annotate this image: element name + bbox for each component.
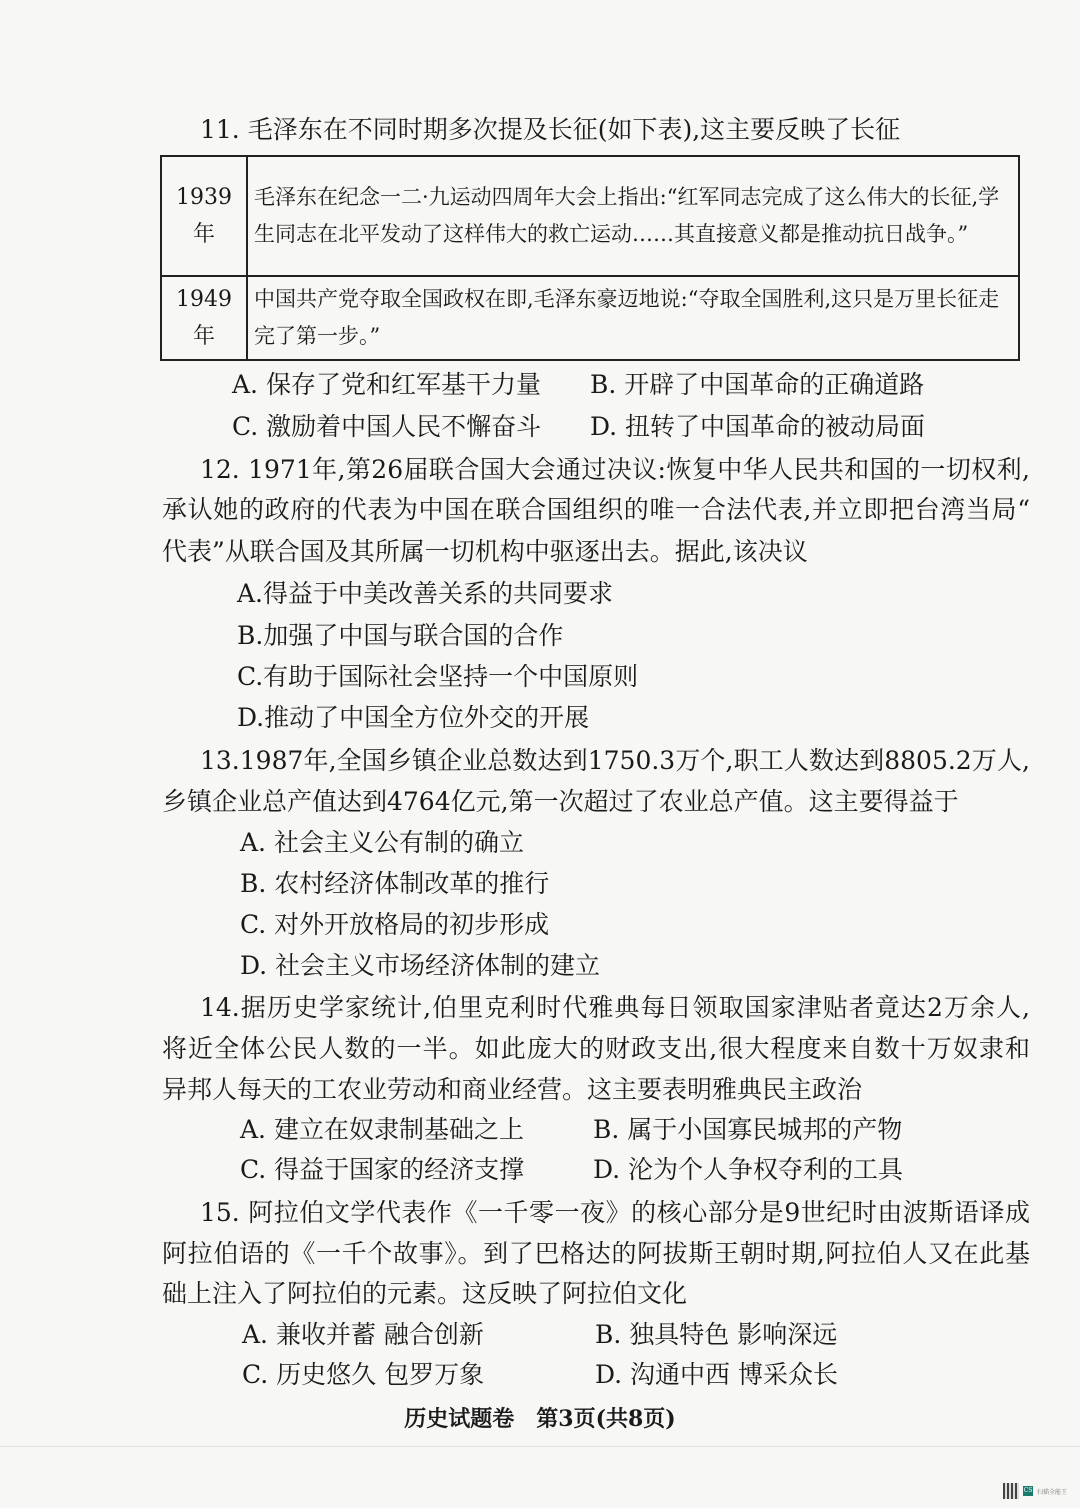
question-15-stem: 15. 阿拉伯文学代表作《一千零一夜》的核心部分是9世纪时由波斯语译成 bbox=[200, 1198, 1030, 1227]
option-c: C. 对外开放格局的初步形成 bbox=[240, 910, 550, 939]
question-13-stem-line: 乡镇企业总产值达到4764亿元,第一次超过了农业总产值。这主要得益于 bbox=[162, 787, 959, 816]
table-row bbox=[161, 276, 1019, 360]
option-b: B.加强了中国与联合国的合作 bbox=[237, 621, 564, 650]
option-a: A. 社会主义公有制的确立 bbox=[240, 828, 524, 857]
option-d: D. 沟通中西 博采众长 bbox=[595, 1360, 838, 1389]
quote-table bbox=[160, 155, 1020, 361]
question-14-stem: 14.据历史学家统计,伯里克利时代雅典每日领取国家津贴者竟达2万余人, bbox=[200, 993, 1030, 1022]
question-14-stem-line: 异邦人每天的工农业劳动和商业经营。这主要表明雅典民主政治 bbox=[162, 1075, 863, 1104]
quote-cell: 毛泽东在纪念一二·九运动四周年大会上指出:“红军同志完成了这么伟大的长征,学生同志在北平发动了这样伟大的救亡运动……其直接意义都是推动抗日战争。” bbox=[247, 156, 1019, 276]
divider bbox=[0, 1446, 1080, 1447]
option-b: B. 开辟了中国革命的正确道路 bbox=[590, 370, 925, 399]
option-d: D. 社会主义市场经济体制的建立 bbox=[240, 951, 601, 980]
question-12-stem-line: 承认她的政府的代表为中国在联合国组织的唯一合法代表,并立即把台湾当局“ bbox=[162, 495, 1030, 524]
option-a: A. 保存了党和红军基干力量 bbox=[232, 370, 541, 399]
option-c: C.有助于国际社会坚持一个中国原则 bbox=[237, 662, 639, 691]
option-c: C. 得益于国家的经济支撑 bbox=[240, 1155, 525, 1184]
question-15-stem-line: 础上注入了阿拉伯的元素。这反映了阿拉伯文化 bbox=[162, 1279, 688, 1308]
question-12-stem: 12. 1971年,第26届联合国大会通过决议:恢复中华人民共和国的一切权利, bbox=[200, 455, 1030, 484]
option-c: C. 激励着中国人民不懈奋斗 bbox=[232, 412, 542, 441]
question-13-stem: 13.1987年,全国乡镇企业总数达到1750.3万个,职工人数达到8805.2万人, bbox=[200, 746, 1030, 775]
watermark-text: 扫描全能王 bbox=[1037, 1488, 1068, 1496]
quote-cell: 中国共产党夺取全国政权在即,毛泽东豪迈地说:“夺取全国胜利,这只是万里长征走完了第一步。” bbox=[247, 276, 1019, 360]
question-15-stem-line: 阿拉伯语的《一千个故事》。到了巴格达的阿拔斯王朝时期,阿拉伯人又在此基 bbox=[162, 1239, 1030, 1268]
cs-logo-icon: CS bbox=[1023, 1487, 1033, 1494]
option-c: C. 历史悠久 包罗万象 bbox=[242, 1360, 485, 1389]
option-a: A.得益于中美改善关系的共同要求 bbox=[237, 579, 614, 608]
year-cell: 1949年 bbox=[161, 276, 247, 360]
page-footer: 历史试题卷 第3页(共8页) bbox=[404, 1406, 676, 1432]
scanner-watermark bbox=[1003, 1483, 1067, 1499]
option-b: B. 农村经济体制改革的推行 bbox=[240, 869, 550, 898]
option-a: A. 建立在奴隶制基础之上 bbox=[240, 1115, 524, 1144]
question-14-stem-line: 将近全体公民人数的一半。如此庞大的财政支出,很大程度来自数十万奴隶和 bbox=[162, 1034, 1030, 1063]
option-d: D.推动了中国全方位外交的开展 bbox=[237, 703, 590, 732]
question-12-stem-line: 代表”从联合国及其所属一切机构中驱逐出去。据此,该决议 bbox=[162, 537, 808, 566]
option-b: B. 独具特色 影响深远 bbox=[595, 1320, 838, 1349]
option-d: D. 扭转了中国革命的被动局面 bbox=[590, 412, 926, 441]
option-b: B. 属于小国寡民城邦的产物 bbox=[593, 1115, 903, 1144]
question-11-stem: 11. 毛泽东在不同时期多次提及长征(如下表),这主要反映了长征 bbox=[200, 115, 901, 144]
table-row bbox=[161, 156, 1019, 276]
qr-code-icon bbox=[1003, 1483, 1019, 1499]
option-a: A. 兼收并蓄 融合创新 bbox=[242, 1320, 484, 1349]
option-d: D. 沦为个人争权夺利的工具 bbox=[593, 1155, 904, 1184]
year-cell: 1939年 bbox=[161, 156, 247, 276]
